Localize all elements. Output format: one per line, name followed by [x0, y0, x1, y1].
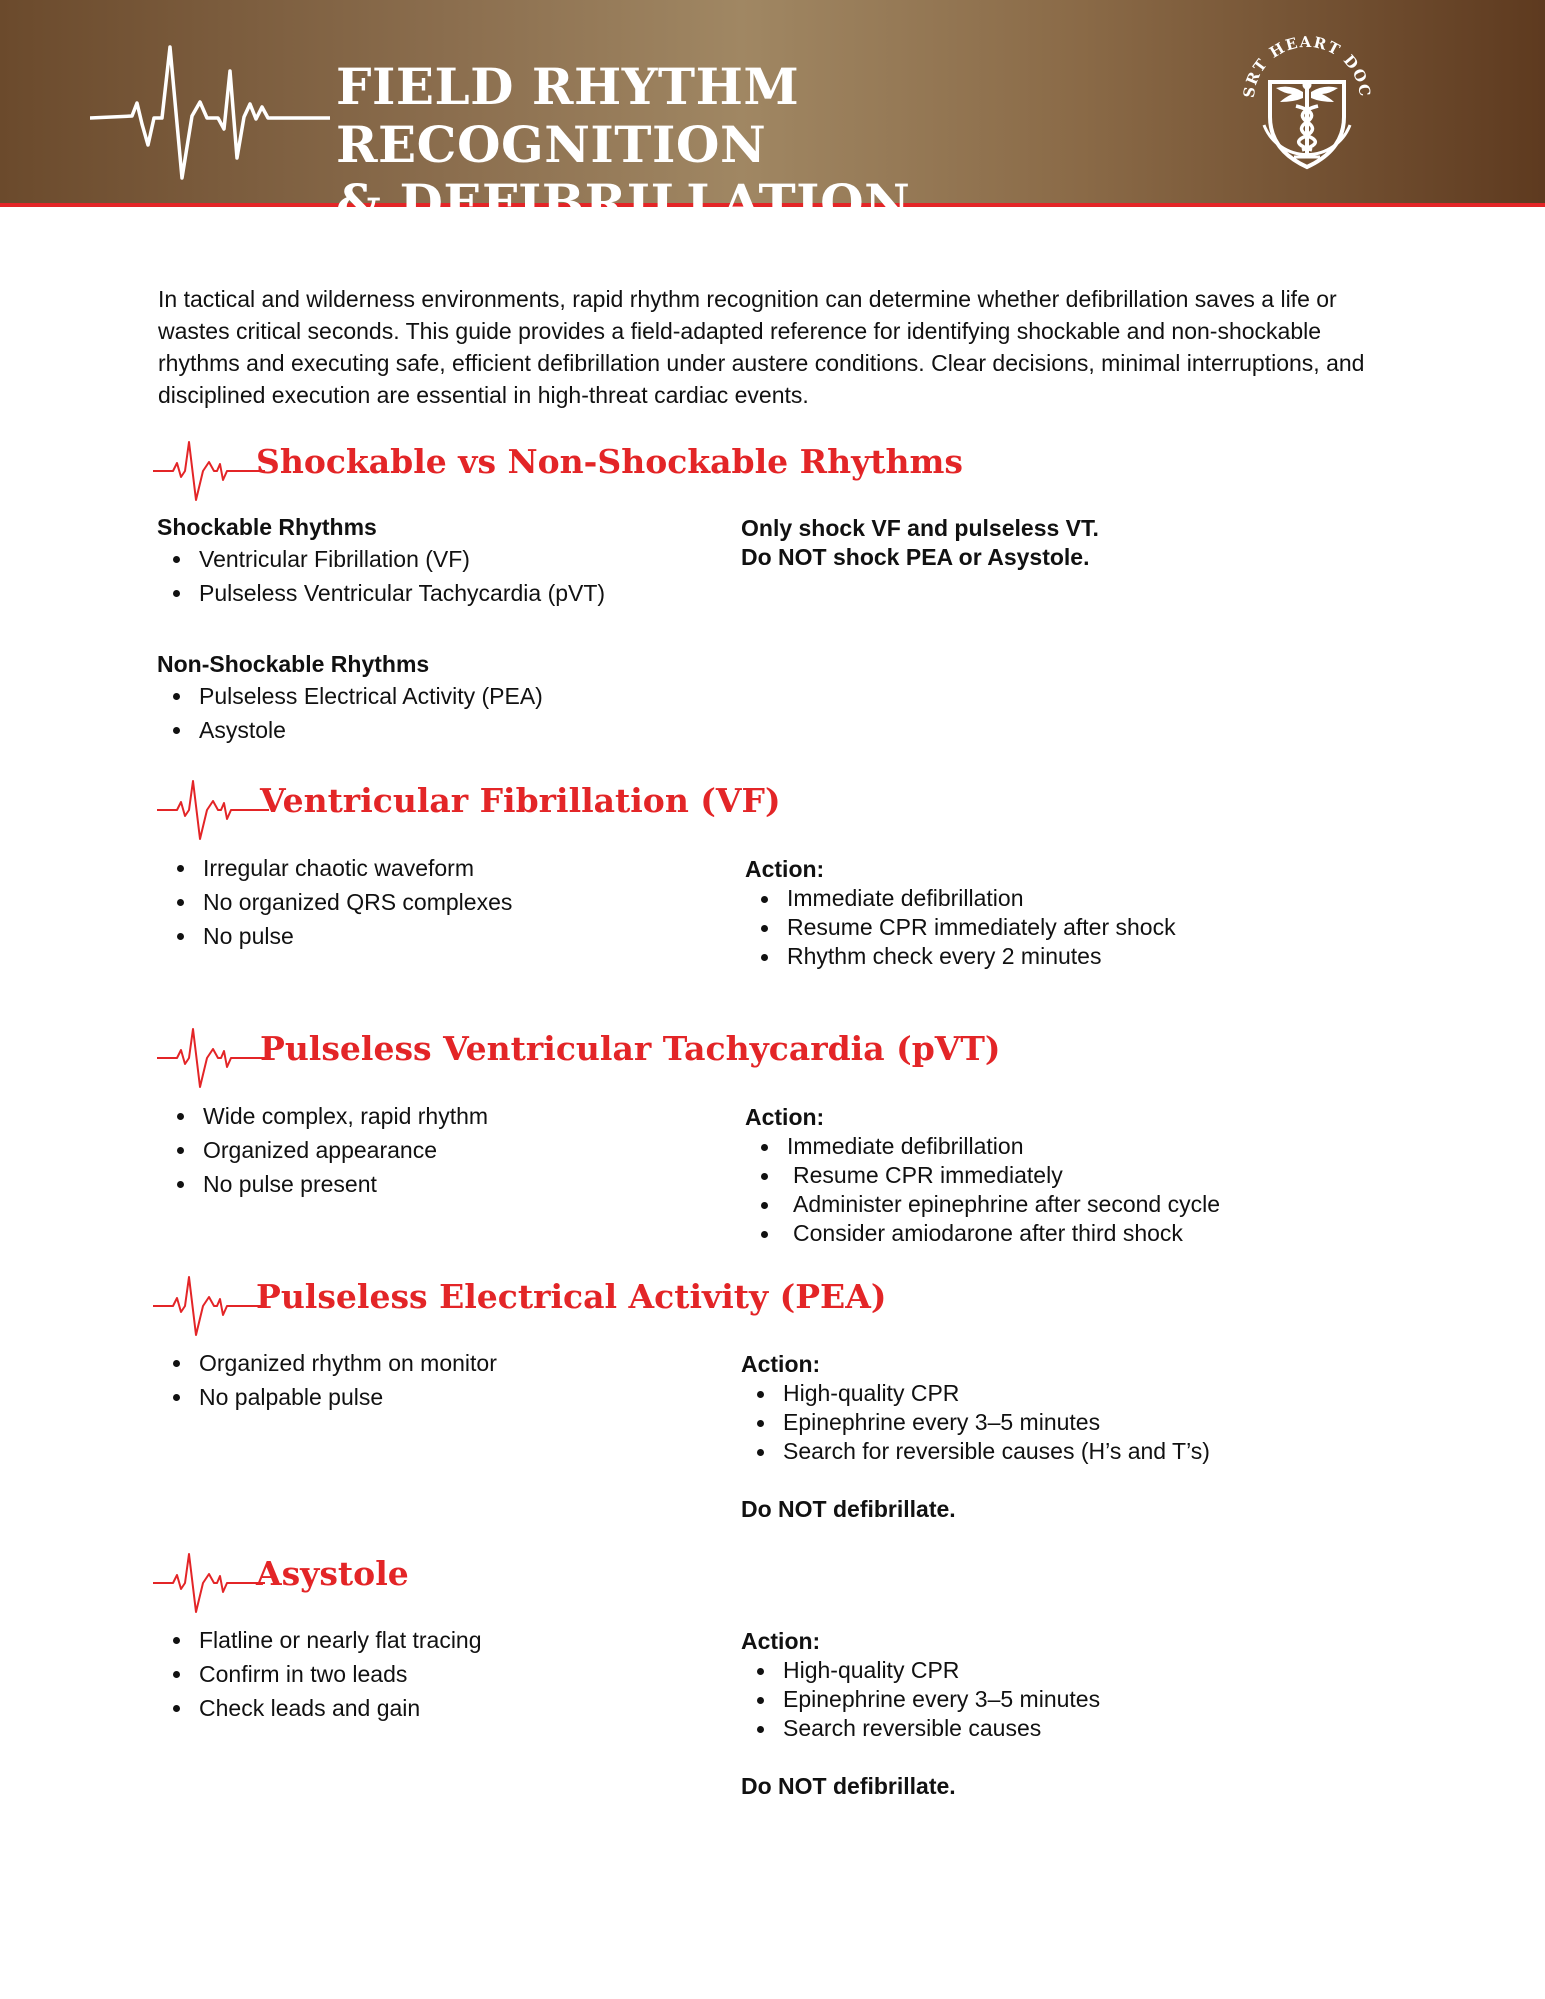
- list-item: High-quality CPR: [741, 1379, 1210, 1408]
- pea-features-list: [157, 1346, 497, 1414]
- list-item: Ventricular Fibrillation (VF): [157, 542, 605, 576]
- action-label: Action:: [745, 1104, 825, 1130]
- section-heading-pea: [153, 1275, 1403, 1345]
- vf-actions-list: [745, 884, 1176, 971]
- list-item: Search for reversible causes (H’s and T’s): [741, 1437, 1210, 1466]
- nonshockable-rhythms-block: [157, 650, 543, 747]
- ecg-waveform-icon: [90, 45, 330, 180]
- pea-action-block: [741, 1350, 1210, 1524]
- ecg-waveform-icon: [153, 1552, 265, 1614]
- list-item: Confirm in two leads: [157, 1657, 482, 1691]
- pea-features: [157, 1346, 497, 1414]
- section-title: Pulseless Ventricular Tachycardia (pVT): [260, 1029, 1001, 1068]
- list-item: No palpable pulse: [157, 1380, 497, 1414]
- list-item: Organized appearance: [161, 1133, 488, 1167]
- title-line-1: FIELD RHYTHM RECOGNITION: [336, 57, 800, 174]
- list-item: High-quality CPR: [741, 1656, 1100, 1685]
- do-not-defibrillate-warning: Do NOT defibrillate.: [741, 1773, 956, 1799]
- list-item: Resume CPR immediately: [745, 1161, 1220, 1190]
- shock-rule-line-1: Only shock VF and pulseless VT.: [741, 515, 1099, 541]
- section-title: Shockable vs Non-Shockable Rhythms: [256, 442, 963, 481]
- vf-features: [161, 851, 512, 953]
- list-item: Flatline or nearly flat tracing: [157, 1623, 482, 1657]
- section-heading-pvt: [157, 1027, 1407, 1097]
- section-heading-vf: [157, 779, 1407, 849]
- list-item: Consider amiodarone after third shock: [745, 1219, 1220, 1248]
- pvt-action-block: [745, 1103, 1220, 1248]
- list-item: Administer epinephrine after second cycle: [745, 1190, 1220, 1219]
- section-title: Pulseless Electrical Activity (PEA): [256, 1277, 887, 1316]
- shock-rule-line-2: Do NOT shock PEA or Asystole.: [741, 544, 1090, 570]
- list-item: Asystole: [157, 713, 543, 747]
- ecg-waveform-icon: [153, 440, 265, 502]
- intro-paragraph: In tactical and wilderness environments, rapid rhythm recognition can determine whether defibrillation saves a life or wastes critical seconds. This guide provides a field-adapted reference for identifying shockable and non-shockable rhythms and executing safe, efficient defibrillation under austere conditions. Clear decisions, minimal interruptions, and disciplined execution are essential in high-threat cardiac events.: [158, 286, 1365, 408]
- title-line-2: & DEFIBRILLATION: [336, 173, 911, 232]
- vf-features-list: [161, 851, 512, 953]
- list-item: Rhythm check every 2 minutes: [745, 942, 1176, 971]
- pea-actions-list: [741, 1379, 1210, 1466]
- list-item: No pulse: [161, 919, 512, 953]
- page-title: [336, 58, 1236, 232]
- list-item: Epinephrine every 3–5 minutes: [741, 1685, 1100, 1714]
- section-heading-asystole: [153, 1552, 1403, 1622]
- section-heading-shockable: [153, 440, 1403, 510]
- shockable-rhythms-block: [157, 513, 605, 610]
- list-item: No pulse present: [161, 1167, 488, 1201]
- vf-action-block: [745, 855, 1176, 971]
- nonshockable-rhythms-label: Non-Shockable Rhythms: [157, 651, 430, 677]
- action-label: Action:: [741, 1628, 821, 1654]
- list-item: Irregular chaotic waveform: [161, 851, 512, 885]
- ecg-waveform-icon: [157, 779, 269, 841]
- ecg-waveform-icon: [153, 1275, 265, 1337]
- list-item: Resume CPR immediately after shock: [745, 913, 1176, 942]
- pvt-features: [161, 1099, 488, 1201]
- list-item: Search reversible causes: [741, 1714, 1100, 1743]
- asystole-features: [157, 1623, 482, 1725]
- shock-rule-note: [741, 514, 1099, 572]
- pvt-features-list: [161, 1099, 488, 1201]
- pvt-actions-list: [745, 1132, 1220, 1248]
- list-item: No organized QRS complexes: [161, 885, 512, 919]
- list-item: Pulseless Ventricular Tachycardia (pVT): [157, 576, 605, 610]
- list-item: Organized rhythm on monitor: [157, 1346, 497, 1380]
- logo-text: SRT HEART DOC: [1239, 32, 1375, 99]
- list-item: Immediate defibrillation: [745, 1132, 1220, 1161]
- asystole-features-list: [157, 1623, 482, 1725]
- ecg-waveform-icon: [157, 1027, 269, 1089]
- list-item: Check leads and gain: [157, 1691, 482, 1725]
- list-item: Epinephrine every 3–5 minutes: [741, 1408, 1210, 1437]
- asystole-actions-list: [741, 1656, 1100, 1743]
- shockable-rhythms-list: [157, 542, 605, 610]
- section-title: Ventricular Fibrillation (VF): [260, 781, 781, 820]
- nonshockable-rhythms-list: [157, 679, 543, 747]
- shockable-rhythms-label: Shockable Rhythms: [157, 514, 377, 540]
- list-item: Immediate defibrillation: [745, 884, 1176, 913]
- list-item: Pulseless Electrical Activity (PEA): [157, 679, 543, 713]
- caduceus-shield-icon: [1232, 22, 1382, 172]
- action-label: Action:: [745, 856, 825, 882]
- section-title: Asystole: [256, 1554, 409, 1593]
- page-header: [0, 0, 1545, 232]
- asystole-action-block: [741, 1627, 1100, 1801]
- action-label: Action:: [741, 1351, 821, 1377]
- list-item: Wide complex, rapid rhythm: [161, 1099, 488, 1133]
- do-not-defibrillate-warning: Do NOT defibrillate.: [741, 1496, 956, 1522]
